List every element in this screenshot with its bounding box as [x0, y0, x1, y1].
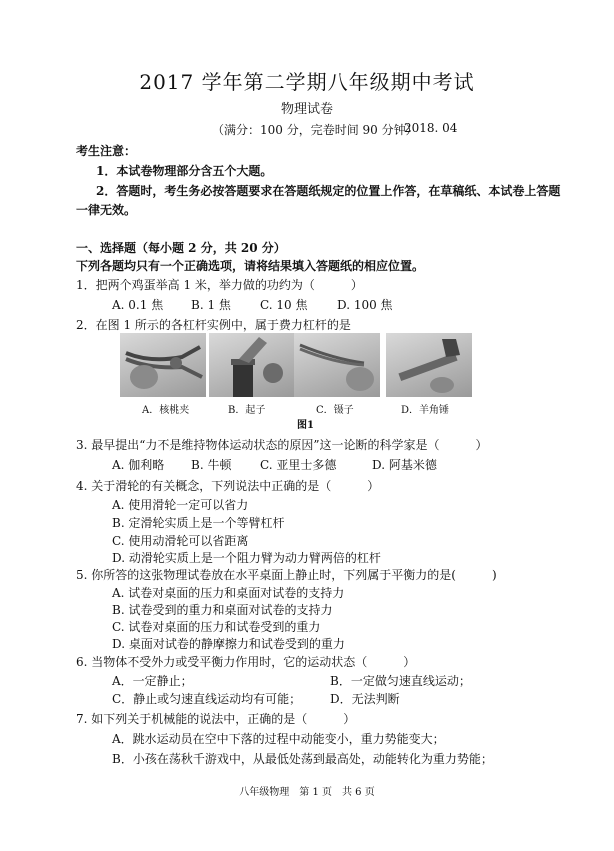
question-4-option-a: A. 使用滑轮一定可以省力	[112, 498, 249, 512]
question-6-option-a: A．一定静止；	[112, 674, 193, 688]
question-3-option-b: B. 牛顿	[191, 458, 232, 472]
question-6-option-d: D．无法判断	[330, 692, 400, 706]
question-3-option-c: C. 亚里士多德	[260, 458, 337, 472]
caption-c: C．镊子	[316, 405, 354, 416]
page-footer: 八年级物理 第 1 页 共 6 页	[239, 787, 375, 798]
exam-title: 2017 学年第二学期八年级期中考试	[139, 70, 475, 94]
notice-item-1: 1．本试卷物理部分含五个大题。	[96, 164, 273, 178]
question-4-stem: 4. 关于滑轮的有关概念，下列说法中正确的是（ ）	[76, 479, 380, 493]
question-3-option-d: D. 阿基米德	[372, 458, 437, 472]
question-1-option-b: B. 1 焦	[191, 298, 231, 312]
question-6-stem: 6. 当物体不受外力或受平衡力作用时，它的运动状态（ ）	[76, 655, 416, 669]
question-4-option-b: B. 定滑轮实质上是一个等臂杠杆	[112, 516, 285, 530]
nutcracker-photo	[120, 333, 206, 397]
exam-date: 2018. 04	[404, 121, 458, 135]
question-7-option-b: B．小孩在荡秋千游戏中，从最低处荡到最高处，动能转化为重力势能；	[112, 752, 493, 766]
question-4-option-d: D. 动滑轮实质上是一个阻力臂为动力臂两倍的杠杆	[112, 551, 381, 565]
question-6-option-b: B．一定做匀速直线运动；	[330, 674, 471, 688]
notice-item-2: 2．答题时，考生务必按答题要求在答题纸规定的位置上作答，在草稿纸、本试卷上答题	[96, 184, 561, 198]
question-1-option-c: C. 10 焦	[260, 298, 308, 312]
question-2-stem: 2．在图 1 所示的各杠杆实例中，属于费力杠杆的是	[76, 318, 351, 332]
question-5-option-d: D. 桌面对试卷的静摩擦力和试卷受到的重力	[112, 637, 345, 651]
exam-subtitle: 物理试卷	[280, 102, 333, 117]
caption-d: D．羊角锤	[401, 405, 450, 416]
notice-heading: 考生注意：	[76, 144, 137, 158]
tweezers-photo	[294, 333, 380, 397]
bottle-opener-photo	[209, 333, 295, 397]
section-heading: 一、选择题（每小题 2 分，共 20 分）	[76, 241, 286, 255]
question-3-stem: 3. 最早提出“力不是维持物体运动状态的原因”这一论断的科学家是（ ）	[76, 438, 488, 452]
question-3-option-a: A. 伽利略	[112, 458, 165, 472]
caption-a: A．核桃夹	[142, 405, 190, 416]
question-5-option-a: A. 试卷对桌面的压力和桌面对试卷的支持力	[112, 586, 345, 600]
figure-label: 图1	[297, 420, 314, 431]
question-5-option-b: B. 试卷受到的重力和桌面对试卷的支持力	[112, 603, 333, 617]
score-info: （满分：100 分，完卷时间 90 分钟）	[212, 123, 418, 137]
caption-b: B．起子	[228, 405, 266, 416]
question-5-stem: 5. 你所答的这张物理试卷放在水平桌面上静止时，下列属于平衡力的是( )	[76, 568, 497, 582]
question-1-stem: 1．把两个鸡蛋举高 1 米，举力做的功约为（ ）	[76, 278, 363, 292]
claw-hammer-photo	[386, 333, 472, 397]
question-5-option-c: C. 试卷对桌面的压力和试卷受到的重力	[112, 620, 321, 634]
notice-item-2-cont: 一律无效。	[76, 203, 137, 217]
section-instruction: 下列各题均只有一个正确选项，请将结果填入答题纸的相应位置。	[76, 259, 425, 273]
question-7-option-a: A．跳水运动员在空中下落的过程中动能变小，重力势能变大；	[112, 732, 445, 746]
question-1-option-d: D. 100 焦	[337, 298, 393, 312]
question-4-option-c: C. 使用动滑轮可以省距离	[112, 534, 249, 548]
question-6-option-c: C．静止或匀速直线运动均有可能；	[112, 692, 302, 706]
question-1-option-a: A. 0.1 焦	[112, 298, 164, 312]
question-7-stem: 7. 如下列关于机械能的说法中，正确的是（ ）	[76, 712, 356, 726]
